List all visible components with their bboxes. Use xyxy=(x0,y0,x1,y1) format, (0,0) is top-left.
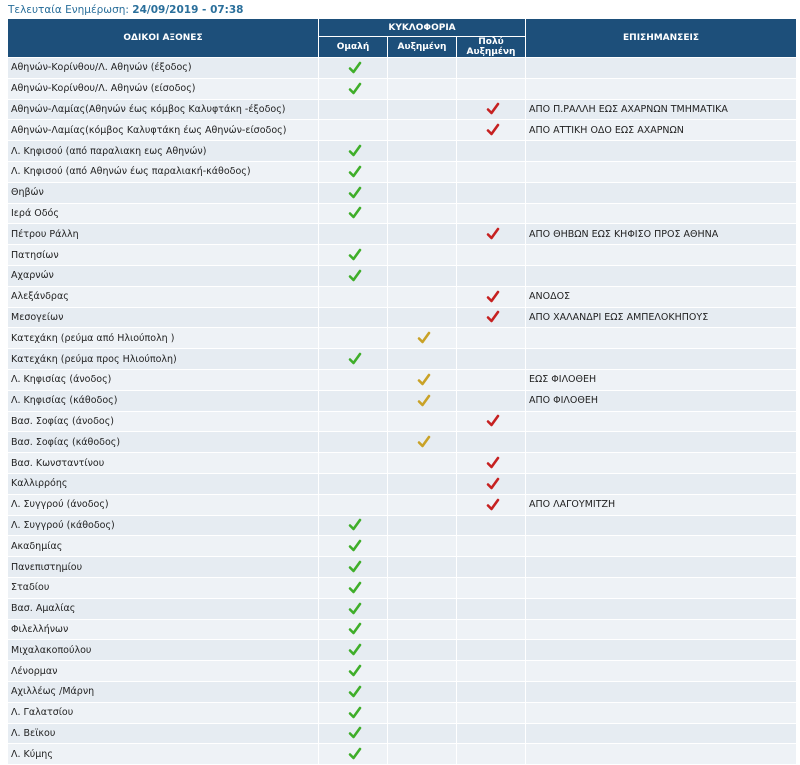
road-note xyxy=(526,432,796,452)
road-note xyxy=(526,661,796,681)
road-note: ΑΠΟ Π.ΡΑΛΛΗ ΕΩΣ ΑΧΑΡΝΩΝ ΤΜΗΜΑΤΙΚΑ xyxy=(526,100,796,120)
traffic-level-cell xyxy=(457,204,525,224)
traffic-level-cell xyxy=(319,120,387,140)
table-row xyxy=(8,557,796,577)
road-note xyxy=(526,682,796,702)
road-name: Φιλελλήνων xyxy=(8,620,318,640)
green-check-icon xyxy=(348,664,362,678)
traffic-level-cell xyxy=(319,308,387,328)
traffic-level-cell xyxy=(457,224,525,244)
last-update-label: Τελευταία Ενημέρωση: xyxy=(8,4,129,16)
traffic-level-cell xyxy=(388,120,456,140)
traffic-level-cell xyxy=(457,495,525,515)
yellow-check-icon xyxy=(417,331,431,345)
traffic-level-cell xyxy=(457,141,525,161)
green-check-icon xyxy=(348,643,362,657)
road-name: Λ. Συγγρού (κάθοδος) xyxy=(8,516,318,536)
header-level-normal: Ομαλή xyxy=(319,37,387,57)
road-name: Καλλιρρόης xyxy=(8,474,318,494)
traffic-level-cell xyxy=(457,516,525,536)
red-check-icon xyxy=(486,227,500,241)
table-row xyxy=(8,224,796,244)
red-check-icon xyxy=(486,290,500,304)
green-check-icon xyxy=(348,706,362,720)
road-name: Λ. Κηφισίας (άνοδος) xyxy=(8,370,318,390)
road-name: Λ. Κηφισού (από Αθηνών έως παραλιακή-κάθοδος) xyxy=(8,162,318,182)
road-note xyxy=(526,204,796,224)
traffic-level-cell xyxy=(319,162,387,182)
table-row xyxy=(8,120,796,140)
traffic-level-cell xyxy=(457,578,525,598)
table-row xyxy=(8,536,796,556)
traffic-level-cell xyxy=(457,100,525,120)
red-check-icon xyxy=(486,498,500,512)
road-name: Θηβών xyxy=(8,183,318,203)
road-note xyxy=(526,620,796,640)
traffic-level-cell xyxy=(457,557,525,577)
traffic-level-cell xyxy=(388,183,456,203)
traffic-level-cell xyxy=(457,474,525,494)
road-note xyxy=(526,536,796,556)
table-row xyxy=(8,599,796,619)
table-row xyxy=(8,682,796,702)
road-note xyxy=(526,245,796,265)
road-note xyxy=(526,703,796,723)
traffic-level-cell xyxy=(457,245,525,265)
traffic-level-cell xyxy=(319,724,387,744)
road-note xyxy=(526,266,796,286)
traffic-level-cell xyxy=(388,328,456,348)
traffic-level-cell xyxy=(319,516,387,536)
table-row xyxy=(8,744,796,764)
traffic-level-cell xyxy=(388,640,456,660)
traffic-level-cell xyxy=(457,328,525,348)
road-note xyxy=(526,349,796,369)
table-row xyxy=(8,495,796,515)
road-name: Ακαδημίας xyxy=(8,536,318,556)
road-name: Πανεπιστημίου xyxy=(8,557,318,577)
traffic-level-cell xyxy=(388,266,456,286)
traffic-level-cell xyxy=(388,703,456,723)
traffic-level-cell xyxy=(388,79,456,99)
road-name: Βασ. Σοφίας (άνοδος) xyxy=(8,412,318,432)
green-check-icon xyxy=(348,581,362,595)
traffic-level-cell xyxy=(319,328,387,348)
green-check-icon xyxy=(348,622,362,636)
red-check-icon xyxy=(486,123,500,137)
traffic-table xyxy=(7,18,797,765)
table-row xyxy=(8,349,796,369)
traffic-level-cell xyxy=(388,141,456,161)
traffic-level-cell xyxy=(457,744,525,764)
road-name: Αθηνών-Κορίνθου/Λ. Αθηνών (έξοδος) xyxy=(8,58,318,78)
road-note xyxy=(526,183,796,203)
road-name: Λ. Συγγρού (άνοδος) xyxy=(8,495,318,515)
road-name: Λ. Γαλατσίου xyxy=(8,703,318,723)
traffic-level-cell xyxy=(319,266,387,286)
traffic-level-cell xyxy=(319,370,387,390)
green-check-icon xyxy=(348,560,362,574)
traffic-level-cell xyxy=(388,432,456,452)
traffic-level-cell xyxy=(319,100,387,120)
green-check-icon xyxy=(348,539,362,553)
traffic-level-cell xyxy=(457,287,525,307)
traffic-level-cell xyxy=(388,58,456,78)
traffic-level-cell xyxy=(388,661,456,681)
traffic-level-cell xyxy=(319,744,387,764)
traffic-level-cell xyxy=(388,370,456,390)
traffic-level-cell xyxy=(319,661,387,681)
traffic-level-cell xyxy=(457,58,525,78)
road-note xyxy=(526,599,796,619)
table-row xyxy=(8,620,796,640)
table-row xyxy=(8,412,796,432)
road-note xyxy=(526,724,796,744)
road-note: ΕΩΣ ΦΙΛΟΘΕΗ xyxy=(526,370,796,390)
traffic-level-cell xyxy=(388,224,456,244)
traffic-level-cell xyxy=(388,599,456,619)
header-notes: ΕΠΙΣΗΜΑΝΣΕΙΣ xyxy=(526,19,796,57)
traffic-level-cell xyxy=(388,391,456,411)
road-note xyxy=(526,58,796,78)
road-note xyxy=(526,328,796,348)
green-check-icon xyxy=(348,685,362,699)
traffic-level-cell xyxy=(457,162,525,182)
road-name: Μεσογείων xyxy=(8,308,318,328)
table-row xyxy=(8,183,796,203)
traffic-level-cell xyxy=(319,141,387,161)
road-note xyxy=(526,453,796,473)
green-check-icon xyxy=(348,747,362,761)
table-row xyxy=(8,516,796,536)
traffic-level-cell xyxy=(457,349,525,369)
road-name: Πέτρου Ράλλη xyxy=(8,224,318,244)
table-row xyxy=(8,266,796,286)
traffic-level-cell xyxy=(319,432,387,452)
table-row xyxy=(8,204,796,224)
traffic-level-cell xyxy=(388,349,456,369)
traffic-level-cell xyxy=(319,620,387,640)
traffic-level-cell xyxy=(457,308,525,328)
road-note: ΑΝΟΔΟΣ xyxy=(526,287,796,307)
traffic-level-cell xyxy=(457,703,525,723)
road-name: Βασ. Αμαλίας xyxy=(8,599,318,619)
traffic-level-cell xyxy=(388,245,456,265)
traffic-level-cell xyxy=(388,453,456,473)
road-note: ΑΠΟ ΧΑΛΑΝΔΡΙ ΕΩΣ ΑΜΠΕΛΟΚΗΠΟΥΣ xyxy=(526,308,796,328)
table-row xyxy=(8,578,796,598)
road-note xyxy=(526,141,796,161)
table-row xyxy=(8,58,796,78)
traffic-level-cell xyxy=(319,79,387,99)
green-check-icon xyxy=(348,269,362,283)
road-note xyxy=(526,79,796,99)
table-row xyxy=(8,370,796,390)
table-row xyxy=(8,640,796,660)
road-note xyxy=(526,412,796,432)
traffic-level-cell xyxy=(388,162,456,182)
road-name: Αχαρνών xyxy=(8,266,318,286)
green-check-icon xyxy=(348,165,362,179)
table-row xyxy=(8,703,796,723)
traffic-level-cell xyxy=(388,724,456,744)
road-name: Λ. Κηφισού (από παραλιακη εως Αθηνών) xyxy=(8,141,318,161)
table-row xyxy=(8,79,796,99)
table-row xyxy=(8,474,796,494)
traffic-level-cell xyxy=(319,599,387,619)
traffic-level-cell xyxy=(388,495,456,515)
traffic-level-cell xyxy=(319,453,387,473)
road-note: ΑΠΟ ΦΙΛΟΘΕΗ xyxy=(526,391,796,411)
table-row xyxy=(8,308,796,328)
traffic-level-cell xyxy=(457,536,525,556)
table-row xyxy=(8,432,796,452)
traffic-level-cell xyxy=(457,661,525,681)
traffic-level-cell xyxy=(388,620,456,640)
red-check-icon xyxy=(486,414,500,428)
table-row xyxy=(8,245,796,265)
red-check-icon xyxy=(486,477,500,491)
traffic-level-cell xyxy=(457,453,525,473)
green-check-icon xyxy=(348,248,362,262)
table-row xyxy=(8,453,796,473)
traffic-level-cell xyxy=(388,204,456,224)
road-name: Αλεξάνδρας xyxy=(8,287,318,307)
road-note xyxy=(526,557,796,577)
green-check-icon xyxy=(348,82,362,96)
traffic-level-cell xyxy=(319,412,387,432)
road-name: Λ. Βεϊκου xyxy=(8,724,318,744)
green-check-icon xyxy=(348,518,362,532)
traffic-level-cell xyxy=(457,640,525,660)
table-row xyxy=(8,391,796,411)
road-name: Κατεχάκη (ρεύμα από Ηλιούπολη ) xyxy=(8,328,318,348)
traffic-level-cell xyxy=(388,412,456,432)
header-traffic: ΚΥΚΛΟΦΟΡΙΑ xyxy=(319,19,525,36)
road-name: Αθηνών-Κορίνθου/Λ. Αθηνών (είσοδος) xyxy=(8,79,318,99)
traffic-level-cell xyxy=(388,516,456,536)
road-note xyxy=(526,744,796,764)
road-name: Μιχαλακοπούλου xyxy=(8,640,318,660)
traffic-level-cell xyxy=(319,536,387,556)
table-row xyxy=(8,162,796,182)
traffic-level-cell xyxy=(388,100,456,120)
road-note: ΑΠΟ ΘΗΒΩΝ ΕΩΣ ΚΗΦΙΣΟ ΠΡΟΣ ΑΘΗΝΑ xyxy=(526,224,796,244)
road-name: Αθηνών-Λαμίας(Αθηνών έως κόμβος Καλυφτάκη -έξοδος) xyxy=(8,100,318,120)
yellow-check-icon xyxy=(417,435,431,449)
road-name: Λ. Κύμης xyxy=(8,744,318,764)
traffic-level-cell xyxy=(319,349,387,369)
traffic-level-cell xyxy=(319,495,387,515)
traffic-level-cell xyxy=(319,287,387,307)
green-check-icon xyxy=(348,61,362,75)
last-update-value: 24/09/2019 - 07:38 xyxy=(132,4,244,16)
table-row xyxy=(8,724,796,744)
traffic-level-cell xyxy=(457,682,525,702)
yellow-check-icon xyxy=(417,373,431,387)
road-name: Αθηνών-Λαμίας(κόμβος Καλυφτάκη έως Αθηνών-είσοδος) xyxy=(8,120,318,140)
road-name: Ιερά Οδός xyxy=(8,204,318,224)
traffic-level-cell xyxy=(388,536,456,556)
header-level-increased: Αυξημένη xyxy=(388,37,456,57)
road-note xyxy=(526,474,796,494)
road-name: Σταδίου xyxy=(8,578,318,598)
road-name: Κατεχάκη (ρεύμα προς Ηλιούπολη) xyxy=(8,349,318,369)
traffic-level-cell xyxy=(388,287,456,307)
traffic-level-cell xyxy=(388,557,456,577)
traffic-level-cell xyxy=(457,599,525,619)
table-row xyxy=(8,141,796,161)
green-check-icon xyxy=(348,352,362,366)
traffic-level-cell xyxy=(319,224,387,244)
green-check-icon xyxy=(348,602,362,616)
traffic-level-cell xyxy=(319,557,387,577)
traffic-level-cell xyxy=(319,245,387,265)
traffic-level-cell xyxy=(457,266,525,286)
traffic-level-cell xyxy=(388,744,456,764)
red-check-icon xyxy=(486,456,500,470)
road-name: Βασ. Σοφίας (κάθοδος) xyxy=(8,432,318,452)
traffic-level-cell xyxy=(457,412,525,432)
road-note: ΑΠΟ ΑΤΤΙΚΗ ΟΔΟ ΕΩΣ ΑΧΑΡΝΩΝ xyxy=(526,120,796,140)
header-axes: ΟΔΙΚΟΙ ΑΞΟΝΕΣ xyxy=(8,19,318,57)
road-note xyxy=(526,578,796,598)
green-check-icon xyxy=(348,186,362,200)
traffic-level-cell xyxy=(457,120,525,140)
road-name: Βασ. Κωνσταντίνου xyxy=(8,453,318,473)
traffic-level-cell xyxy=(457,620,525,640)
road-name: Λένορμαν xyxy=(8,661,318,681)
traffic-level-cell xyxy=(457,370,525,390)
red-check-icon xyxy=(486,310,500,324)
road-name: Πατησίων xyxy=(8,245,318,265)
traffic-level-cell xyxy=(319,204,387,224)
last-update xyxy=(8,4,244,16)
table-row xyxy=(8,287,796,307)
road-note xyxy=(526,640,796,660)
traffic-level-cell xyxy=(388,578,456,598)
traffic-level-cell xyxy=(319,58,387,78)
traffic-level-cell xyxy=(457,183,525,203)
green-check-icon xyxy=(348,726,362,740)
traffic-level-cell xyxy=(457,432,525,452)
header-level-heavy: Πολύ Αυξημένη xyxy=(457,37,525,57)
traffic-level-cell xyxy=(388,474,456,494)
road-note xyxy=(526,162,796,182)
table-row xyxy=(8,100,796,120)
green-check-icon xyxy=(348,144,362,158)
traffic-level-cell xyxy=(457,391,525,411)
red-check-icon xyxy=(486,102,500,116)
road-name: Αχιλλέως /Μάρνη xyxy=(8,682,318,702)
yellow-check-icon xyxy=(417,394,431,408)
road-name: Λ. Κηφισίας (κάθοδος) xyxy=(8,391,318,411)
table-row xyxy=(8,328,796,348)
traffic-level-cell xyxy=(319,640,387,660)
traffic-level-cell xyxy=(319,474,387,494)
traffic-level-cell xyxy=(457,724,525,744)
traffic-level-cell xyxy=(319,682,387,702)
table-row xyxy=(8,661,796,681)
traffic-level-cell xyxy=(457,79,525,99)
traffic-level-cell xyxy=(388,682,456,702)
road-note: ΑΠΟ ΛΑΓΟΥΜΙΤΖΗ xyxy=(526,495,796,515)
traffic-level-cell xyxy=(319,391,387,411)
green-check-icon xyxy=(348,206,362,220)
road-note xyxy=(526,516,796,536)
traffic-level-cell xyxy=(319,578,387,598)
traffic-level-cell xyxy=(319,183,387,203)
traffic-level-cell xyxy=(388,308,456,328)
traffic-level-cell xyxy=(319,703,387,723)
